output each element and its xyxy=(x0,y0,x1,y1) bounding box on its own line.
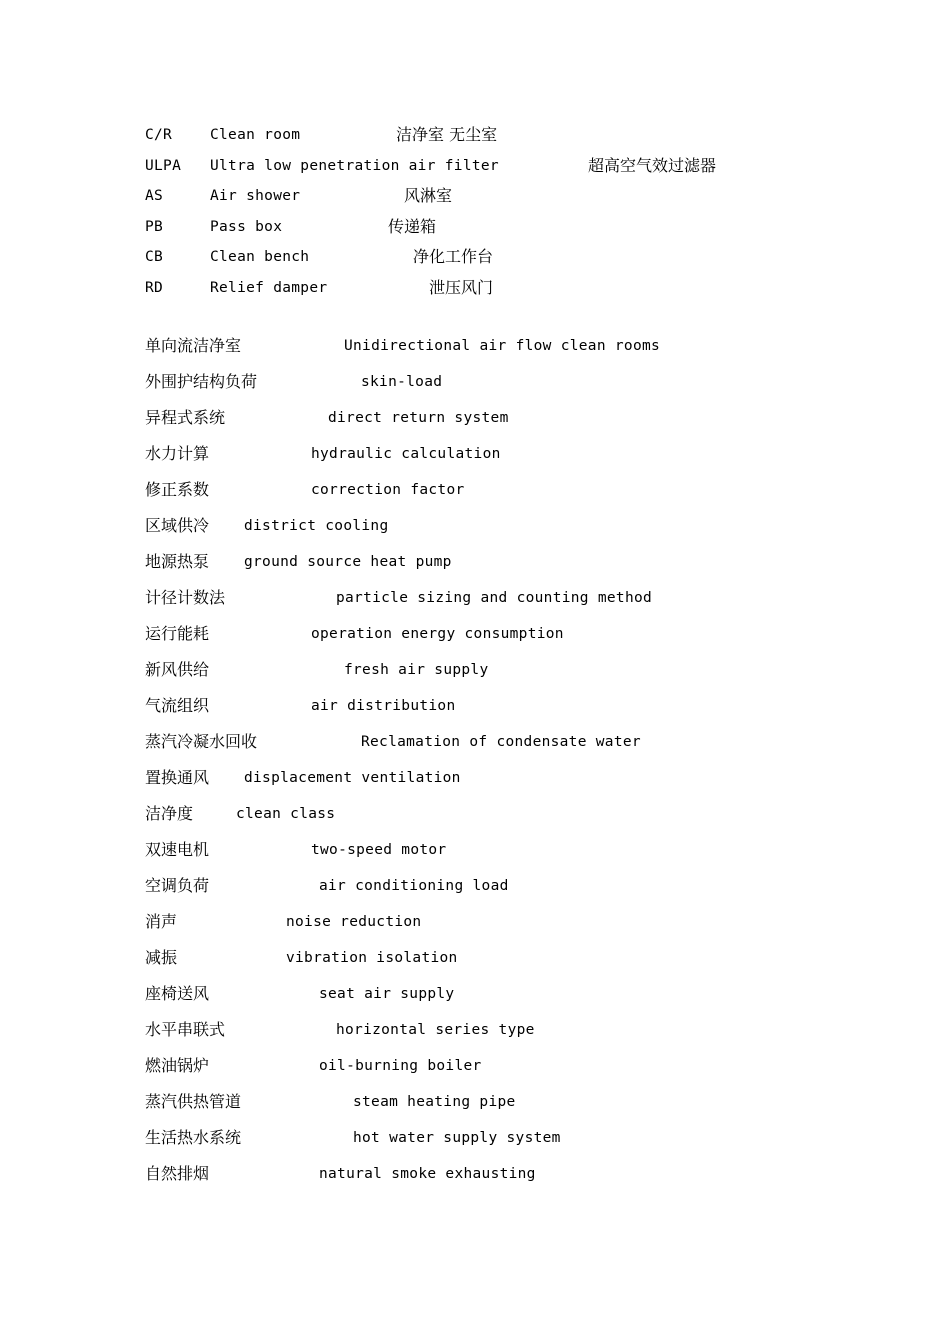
abbr-code: PB xyxy=(145,219,164,235)
term-english: correction factor xyxy=(311,482,465,498)
term-chinese: 洁净度 xyxy=(145,804,194,823)
term-english: seat air supply xyxy=(319,986,455,1002)
term-chinese: 外围护结构负荷 xyxy=(145,372,258,391)
term-english: clean class xyxy=(236,806,336,822)
term-chinese: 区域供冷 xyxy=(145,516,210,535)
term-chinese: 空调负荷 xyxy=(145,876,210,895)
abbr-chinese: 传递箱 xyxy=(388,217,437,236)
abbr-english: Ultra low penetration air filter xyxy=(210,158,499,174)
abbr-code: AS xyxy=(145,188,164,204)
term-chinese: 蒸汽供热管道 xyxy=(145,1092,242,1111)
term-chinese: 气流组织 xyxy=(145,696,210,715)
term-chinese: 异程式系统 xyxy=(145,408,226,427)
term-chinese: 置换通风 xyxy=(145,768,210,787)
term-chinese: 生活热水系统 xyxy=(145,1128,242,1147)
abbr-chinese: 超高空气效过滤器 xyxy=(588,156,717,175)
abbr-english: Clean bench xyxy=(210,249,310,265)
term-chinese: 单向流洁净室 xyxy=(145,336,242,355)
term-chinese: 水力计算 xyxy=(145,444,210,463)
term-chinese: 新风供给 xyxy=(145,660,210,679)
term-english: hydraulic calculation xyxy=(311,446,501,462)
term-english: district cooling xyxy=(244,518,389,534)
term-chinese: 减振 xyxy=(145,948,178,967)
term-english: steam heating pipe xyxy=(353,1094,516,1110)
term-chinese: 燃油锅炉 xyxy=(145,1056,210,1075)
abbr-code: ULPA xyxy=(145,158,182,174)
abbr-code: RD xyxy=(145,280,164,296)
term-english: fresh air supply xyxy=(344,662,489,678)
abbr-english: Relief damper xyxy=(210,280,328,296)
abbr-english: Air shower xyxy=(210,188,301,204)
term-english: air distribution xyxy=(311,698,456,714)
term-english: two-speed motor xyxy=(311,842,447,858)
term-english: noise reduction xyxy=(286,914,422,930)
term-english: operation energy consumption xyxy=(311,626,564,642)
term-chinese: 计径计数法 xyxy=(145,588,226,607)
term-chinese: 自然排烟 xyxy=(145,1164,210,1183)
term-english: ground source heat pump xyxy=(244,554,452,570)
term-english: natural smoke exhausting xyxy=(319,1166,536,1182)
term-chinese: 运行能耗 xyxy=(145,624,210,643)
term-english: particle sizing and counting method xyxy=(336,590,653,606)
abbr-chinese: 泄压风门 xyxy=(429,278,494,297)
abbr-chinese: 净化工作台 xyxy=(413,247,494,266)
term-chinese: 修正系数 xyxy=(145,480,210,499)
abbr-code: CB xyxy=(145,249,164,265)
abbr-code: C/R xyxy=(145,127,173,143)
term-chinese: 地源热泵 xyxy=(145,552,210,571)
abbr-english: Clean room xyxy=(210,127,301,143)
term-chinese: 水平串联式 xyxy=(145,1020,226,1039)
term-english: oil-burning boiler xyxy=(319,1058,482,1074)
term-english: skin-load xyxy=(361,374,443,390)
term-chinese: 座椅送风 xyxy=(145,984,210,1003)
term-english: Unidirectional air flow clean rooms xyxy=(344,338,661,354)
term-english: displacement ventilation xyxy=(244,770,461,786)
term-chinese: 消声 xyxy=(145,912,178,931)
term-english: hot water supply system xyxy=(353,1130,561,1146)
term-english: Reclamation of condensate water xyxy=(361,734,641,750)
abbr-english: Pass box xyxy=(210,219,283,235)
term-chinese: 双速电机 xyxy=(145,840,210,859)
term-english: air conditioning load xyxy=(319,878,509,894)
term-english: horizontal series type xyxy=(336,1022,535,1038)
abbr-chinese: 洁净室 无尘室 xyxy=(396,125,498,144)
abbr-chinese: 风淋室 xyxy=(404,186,453,205)
term-english: vibration isolation xyxy=(286,950,458,966)
term-english: direct return system xyxy=(328,410,509,426)
term-chinese: 蒸汽冷凝水回收 xyxy=(145,732,258,751)
